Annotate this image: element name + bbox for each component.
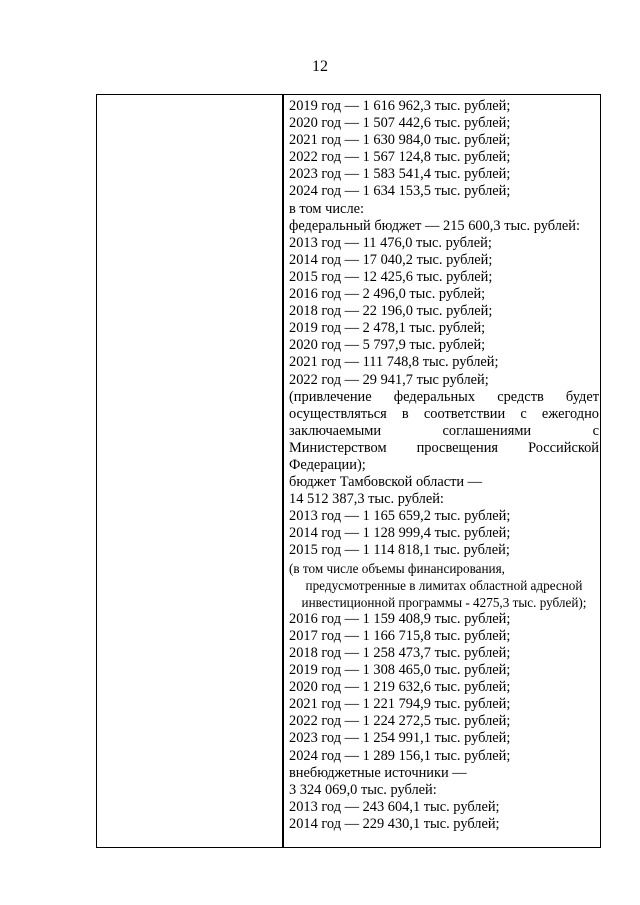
funding-line: 2022 год — 29 941,7 тыс рублей; (289, 371, 489, 388)
funding-line: 2022 год — 1 224 272,5 тыс. рублей; (289, 713, 511, 730)
column-divider (282, 94, 284, 848)
funding-line: 2014 год — 17 040,2 тыс. рублей; (289, 251, 493, 268)
funding-line: 2019 год — 1 308 465,0 тыс. рублей; (289, 662, 511, 679)
funding-line: 2016 год — 1 159 408,9 тыс. рублей; (289, 610, 511, 627)
funding-lines-block-2 (289, 457, 599, 560)
funding-line: 2013 год — 11 476,0 тыс. рублей; (289, 234, 492, 251)
note-line: (в том числе объемы финансирования, (289, 560, 505, 576)
note-line-end: Федерации); (289, 456, 366, 473)
funding-column (289, 98, 599, 833)
funding-lines-block-3 (289, 611, 599, 833)
investment-program-note (289, 560, 599, 611)
funding-line: 2021 год — 111 748,8 тыс. рублей; (289, 354, 499, 371)
including-label: в том числе: (289, 200, 365, 217)
funding-line: 2021 год — 1 630 984,0 тыс. рублей; (289, 132, 511, 149)
funding-line: 2020 год — 1 219 632,6 тыс. рублей; (289, 679, 511, 696)
note-line: заключаемыми соглашениями с (289, 422, 599, 439)
funding-line: 2023 год — 1 583 541,4 тыс. рублей; (289, 166, 511, 183)
note-line: инвестиционной программы - 4275,3 тыс. рублей); (301, 594, 587, 610)
extrabudgetary-total: 3 324 069,0 тыс. рублей: (289, 781, 437, 798)
funding-line: 2024 год — 1 289 156,1 тыс. рублей; (289, 747, 511, 764)
funding-line: 2024 год — 1 634 153,5 тыс. рублей; (289, 183, 511, 200)
funding-line: 2016 год — 2 496,0 тыс. рублей; (289, 286, 486, 303)
funding-line: 2017 год — 1 166 715,8 тыс. рублей; (289, 627, 511, 644)
funding-line: 2015 год — 12 425,6 тыс. рублей; (289, 268, 493, 285)
funding-line: 2014 год — 1 128 999,4 тыс. рублей; (289, 525, 511, 542)
funding-line: 2018 год — 1 258 473,7 тыс. рублей; (289, 645, 511, 661)
funding-line: 2014 год — 229 430,1 тыс. рублей; (289, 815, 500, 832)
federal-funding-note (289, 389, 599, 457)
note-line: (привлечение федеральных средств будет (289, 388, 599, 405)
funding-line: 2020 год — 5 797,9 тыс. рублей; (289, 337, 486, 354)
funding-line: 2021 год — 1 221 794,9 тыс. рублей; (289, 696, 511, 713)
funding-line: 2019 год — 2 478,1 тыс. рублей; (289, 320, 486, 337)
extrabudgetary-heading: внебюджетные источники — (289, 764, 467, 781)
regional-budget-total: 14 512 387,3 тыс. рублей: (289, 491, 444, 508)
funding-line: 2023 год — 1 254 991,1 тыс. рублей; (289, 730, 511, 747)
funding-line: 2022 год — 1 567 124,8 тыс. рублей; (289, 149, 511, 166)
funding-line: 2020 год — 1 507 442,6 тыс. рублей; (289, 115, 511, 132)
funding-line: 2015 год — 1 114 818,1 тыс. рублей; (289, 542, 510, 559)
regional-budget-heading: бюджет Тамбовской области — (289, 474, 483, 491)
funding-lines-block-1 (289, 98, 599, 389)
note-line: предусмотренные в лимитах областной адресной (305, 577, 583, 593)
federal-budget-heading: федеральный бюджет — 215 600,3 тыс. рублей: (289, 217, 580, 234)
funding-line: 2019 год — 1 616 962,3 тыс. рублей; (289, 98, 511, 114)
note-line: осуществляться в соответствии с ежегодно (289, 405, 599, 422)
note-line: Министерством просвещения Российской (289, 439, 599, 456)
funding-line: 2013 год — 1 165 659,2 тыс. рублей; (289, 508, 511, 525)
page-number: 12 (312, 58, 328, 75)
funding-line: 2018 год — 22 196,0 тыс. рублей; (289, 303, 493, 320)
funding-line: 2013 год — 243 604,1 тыс. рублей; (289, 798, 500, 815)
